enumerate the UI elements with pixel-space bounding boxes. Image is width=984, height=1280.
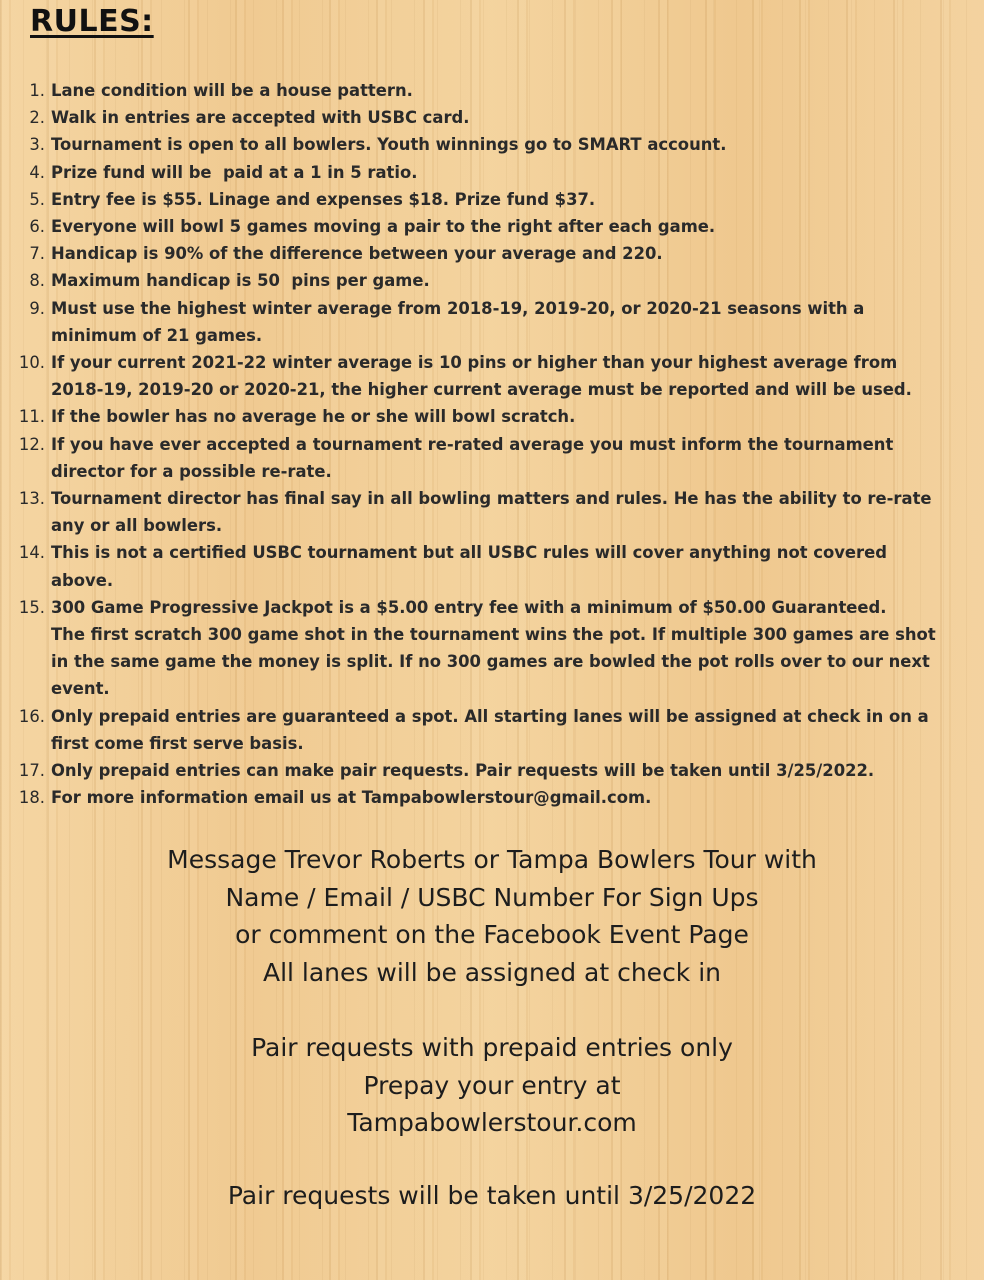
rule-text: Everyone will bowl 5 games moving a pair to the right after each game. <box>51 217 716 237</box>
rule-number: 3. <box>29 135 45 155</box>
prepay-line-2: Prepay your entry at <box>363 1070 621 1100</box>
rule-text: above. <box>51 570 114 590</box>
rule-number: 7. <box>29 244 45 264</box>
rule-text: This is not a certified USBC tournament but all USBC rules will cover anything not covered <box>51 543 887 563</box>
rule-number: 18. <box>18 788 45 808</box>
rule-item <box>0 757 975 784</box>
rule-text: Handicap is 90% of the difference between your average and 220. <box>51 244 663 264</box>
rule-text: Tournament is open to all bowlers. Youth winnings go to SMART account. <box>51 135 727 155</box>
rule-text: For more information email us at Tampabowlerstour@gmail.com. <box>51 788 652 808</box>
rule-text: Must use the highest winter average from 2018-19, 2019-20, or 2020-21 seasons with a <box>51 298 865 318</box>
rule-item <box>0 131 975 158</box>
signup-line-3: or comment on the Facebook Event Page <box>235 920 749 949</box>
rule-text: The first scratch 300 game shot in the tournament wins the pot. If multiple 300 games are shot <box>51 625 936 645</box>
rule-number: 13. <box>18 489 45 509</box>
prepay-website: Tampabowlerstour.com <box>347 1108 637 1137</box>
rule-text: first come first serve basis. <box>51 733 304 753</box>
rule-item <box>0 485 975 539</box>
deadline-info <box>0 1177 984 1215</box>
signup-line-1: Message Trevor Roberts or Tampa Bowlers Tour with <box>167 845 817 874</box>
rule-text: Lane condition will be a house pattern. <box>51 81 413 100</box>
rule-number: 11. <box>18 407 45 427</box>
rules-list <box>0 77 975 811</box>
rule-number: 5. <box>29 189 45 209</box>
rule-text: Walk in entries are accepted with USBC card. <box>51 108 470 128</box>
signup-info <box>0 841 984 991</box>
rule-item <box>0 349 975 403</box>
rule-item <box>0 159 975 186</box>
rule-text: If you have ever accepted a tournament re-rated average you must inform the tournament <box>51 434 894 454</box>
rule-item <box>0 213 975 240</box>
signup-line-2: Name / Email / USBC Number For Sign Ups <box>225 882 759 912</box>
rule-item <box>0 104 975 131</box>
prepay-line-1: Pair requests with prepaid entries only <box>251 1033 733 1062</box>
rule-text: Tournament director has final say in all bowling matters and rules. He has the ability to re-rate <box>51 489 932 509</box>
rule-text: Only prepaid entries are guaranteed a spot. All starting lanes will be assigned at check in on a <box>51 706 929 726</box>
rule-number: 6. <box>29 217 45 237</box>
rule-number: 1. <box>29 81 45 100</box>
rule-number: 15. <box>18 597 45 617</box>
rule-text: If your current 2021-22 winter average is 10 pins or higher than your highest average from <box>51 353 898 373</box>
rule-number: 2. <box>29 108 45 128</box>
rule-text: 2018-19, 2019-20 or 2020-21, the higher current average must be reported and will be used. <box>51 380 912 400</box>
rule-item <box>0 77 975 104</box>
signup-line-4: All lanes will be assigned at check in <box>262 957 722 987</box>
rule-text: in the same game the money is split. If no 300 games are bowled the pot rolls over to our next <box>51 652 930 672</box>
rule-text: director for a possible re-rate. <box>51 461 332 481</box>
rule-text: Prize fund will be paid at a 1 in 5 ratio. <box>51 162 418 182</box>
rule-number: 16. <box>18 706 45 726</box>
rule-item <box>0 186 975 213</box>
rule-text: Entry fee is $55. Linage and expenses $18. Prize fund $37. <box>51 189 596 209</box>
rule-text: 300 Game Progressive Jackpot is a $5.00 entry fee with a minimum of $50.00 Guaranteed. <box>51 597 887 617</box>
rule-item <box>0 240 975 267</box>
rule-number: 10. <box>18 353 45 373</box>
rule-text: event. <box>51 679 110 699</box>
rule-number: 14. <box>18 543 45 563</box>
rule-item <box>0 784 975 811</box>
rule-item <box>0 431 975 485</box>
rule-number: 4. <box>29 162 45 182</box>
rule-item <box>0 594 975 703</box>
prepay-info <box>0 1029 984 1142</box>
rule-number: 9. <box>29 298 45 318</box>
rule-text: minimum of 21 games. <box>51 325 263 345</box>
deadline-line: Pair requests will be taken until 3/25/2022 <box>227 1181 757 1210</box>
rule-number: 12. <box>18 434 45 454</box>
rule-item <box>0 295 975 349</box>
rule-number: 17. <box>18 761 45 781</box>
page-title: RULES: <box>30 4 154 39</box>
rule-item <box>0 539 975 593</box>
rule-item <box>0 267 975 294</box>
rule-text: any or all bowlers. <box>51 516 223 536</box>
rule-text: Only prepaid entries can make pair requests. Pair requests will be taken until 3/25/2022. <box>51 761 875 781</box>
rule-item <box>0 703 975 757</box>
rule-text: If the bowler has no average he or she will bowl scratch. <box>51 407 576 427</box>
rule-text: Maximum handicap is 50 pins per game. <box>51 271 430 291</box>
rule-number: 8. <box>29 271 45 291</box>
rule-item <box>0 403 975 430</box>
